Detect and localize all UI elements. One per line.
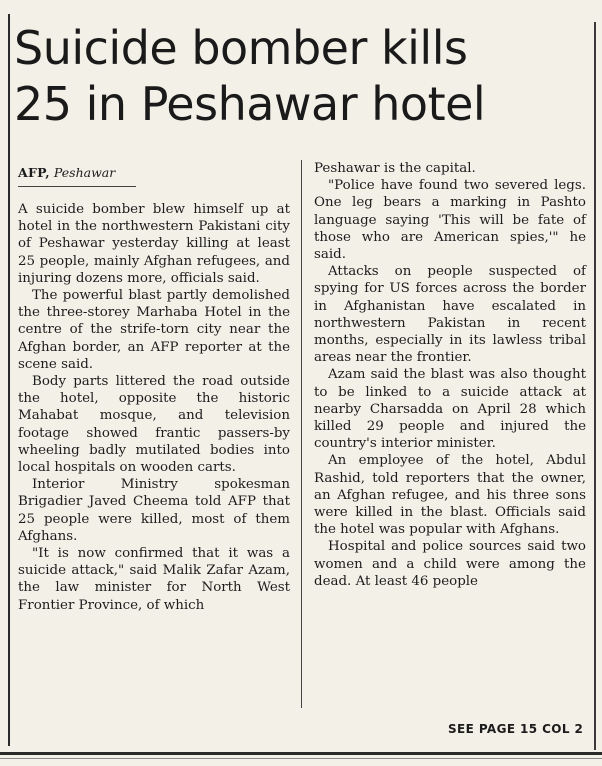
- bottom-rule: [0, 752, 602, 755]
- paragraph-7: "Police have found two severed legs. One leg bears a marking in Pashto language saying 'This will be fate of those who are American spies,'" he said.: [314, 178, 586, 263]
- left-column-rule: [8, 14, 10, 746]
- paragraph-6: Peshawar is the capital.: [314, 161, 476, 176]
- paragraph-10: An employee of the hotel, Abdul Rashid, told reporters that the owner, an Afghan refugee, and his three sons were killed in the blast. Officials said the hotel was popular with Afghans.: [314, 453, 586, 538]
- paragraph-11: Hospital and police sources said two women and a child were among the dead. At least 46 people: [314, 539, 586, 589]
- headline-line-1: Suicide bomber kills: [14, 21, 468, 75]
- paragraph-2: The powerful blast partly demolished the three-storey Marhaba Hotel in the centre of the strife-torn city near the Afghan border, an AFP reporter at the scene said.: [18, 288, 290, 372]
- paragraph-1: A suicide bomber blew himself up at hotel in the northwestern Pakistani city of Peshawar yesterday killing at least 25 people, mainly Afghan refugees, and injuring dozens more, officials said.: [18, 202, 290, 286]
- paragraph-8: Attacks on people suspected of spying for US forces across the border in Afghanistan have escalated in northwestern Pakistan in recent months, especially in its lawless tribal areas near the frontier.: [314, 264, 586, 366]
- byline-underline: [18, 186, 136, 187]
- right-column-rule: [594, 22, 596, 750]
- headline-line-2: 25 in Peshawar hotel: [14, 77, 486, 131]
- continuation-link[interactable]: SEE PAGE 15 COL 2: [448, 722, 584, 736]
- paragraph-4: Interior Ministry spokesman Brigadier Javed Cheema told AFP that 25 people were killed, most of them Afghans.: [18, 477, 290, 544]
- column-divider: [301, 160, 302, 708]
- byline-place: Peshawar: [53, 165, 116, 180]
- paragraph-9: Azam said the blast was also thought to be linked to a suicide attack at nearby Charsadda on April 28 which killed 29 people and injured the country's interior minister.: [314, 367, 586, 452]
- headline: [14, 20, 594, 132]
- byline-agency: AFP,: [18, 165, 50, 180]
- article-column-right: [314, 160, 586, 590]
- byline: [18, 165, 115, 181]
- bottom-rule-thin: [0, 758, 602, 759]
- paragraph-5: "It is now confirmed that it was a suicide attack," said Malik Zafar Azam, the law minister for North West Frontier Province, of which: [18, 546, 290, 613]
- paragraph-3: Body parts littered the road outside the hotel, opposite the historic Mahabat mosque, and television footage showed frantic passers-by wheeling badly mutilated bodies into local hospitals on wooden carts.: [18, 374, 290, 476]
- article-column-left: [18, 201, 290, 614]
